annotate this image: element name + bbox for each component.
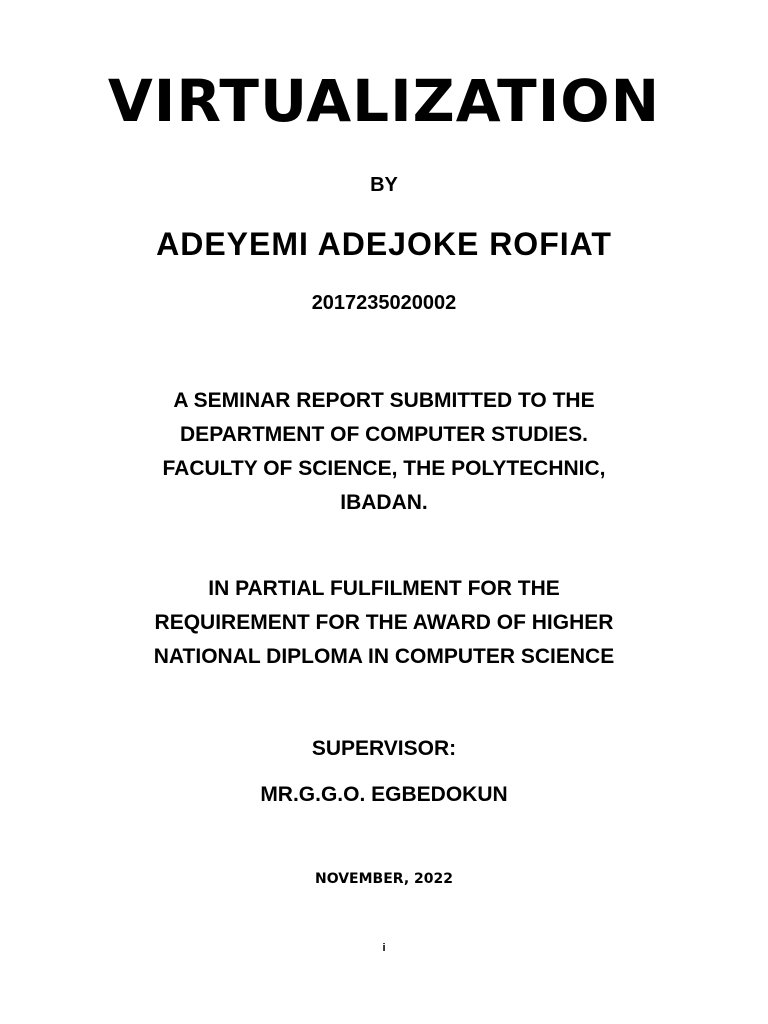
document-title: VIRTUALIZATION <box>107 67 661 135</box>
purpose-line: IN PARTIAL FULFILMENT FOR THE <box>208 577 560 600</box>
by-label: BY <box>370 174 398 196</box>
submission-line: IBADAN. <box>340 491 428 514</box>
supervisor-name: MR.G.G.O. EGBEDOKUN <box>260 783 508 806</box>
purpose-line: NATIONAL DIPLOMA IN COMPUTER SCIENCE <box>153 645 615 668</box>
author-name: ADEYEMI ADEJOKE ROFIAT <box>156 226 612 262</box>
submission-date: NOVEMBER, 2022 <box>314 871 453 887</box>
purpose-statement <box>0 572 768 674</box>
matric-number: 2017235020002 <box>311 292 457 314</box>
supervisor-label: SUPERVISOR: <box>311 737 457 760</box>
page-number: i <box>382 942 386 954</box>
submission-line: A SEMINAR REPORT SUBMITTED TO THE <box>173 389 595 412</box>
submission-statement <box>0 384 768 520</box>
purpose-line: REQUIREMENT FOR THE AWARD OF HIGHER <box>154 611 614 634</box>
submission-line: DEPARTMENT OF COMPUTER STUDIES. <box>180 423 588 446</box>
submission-line: FACULTY OF SCIENCE, THE POLYTECHNIC, <box>162 457 606 480</box>
